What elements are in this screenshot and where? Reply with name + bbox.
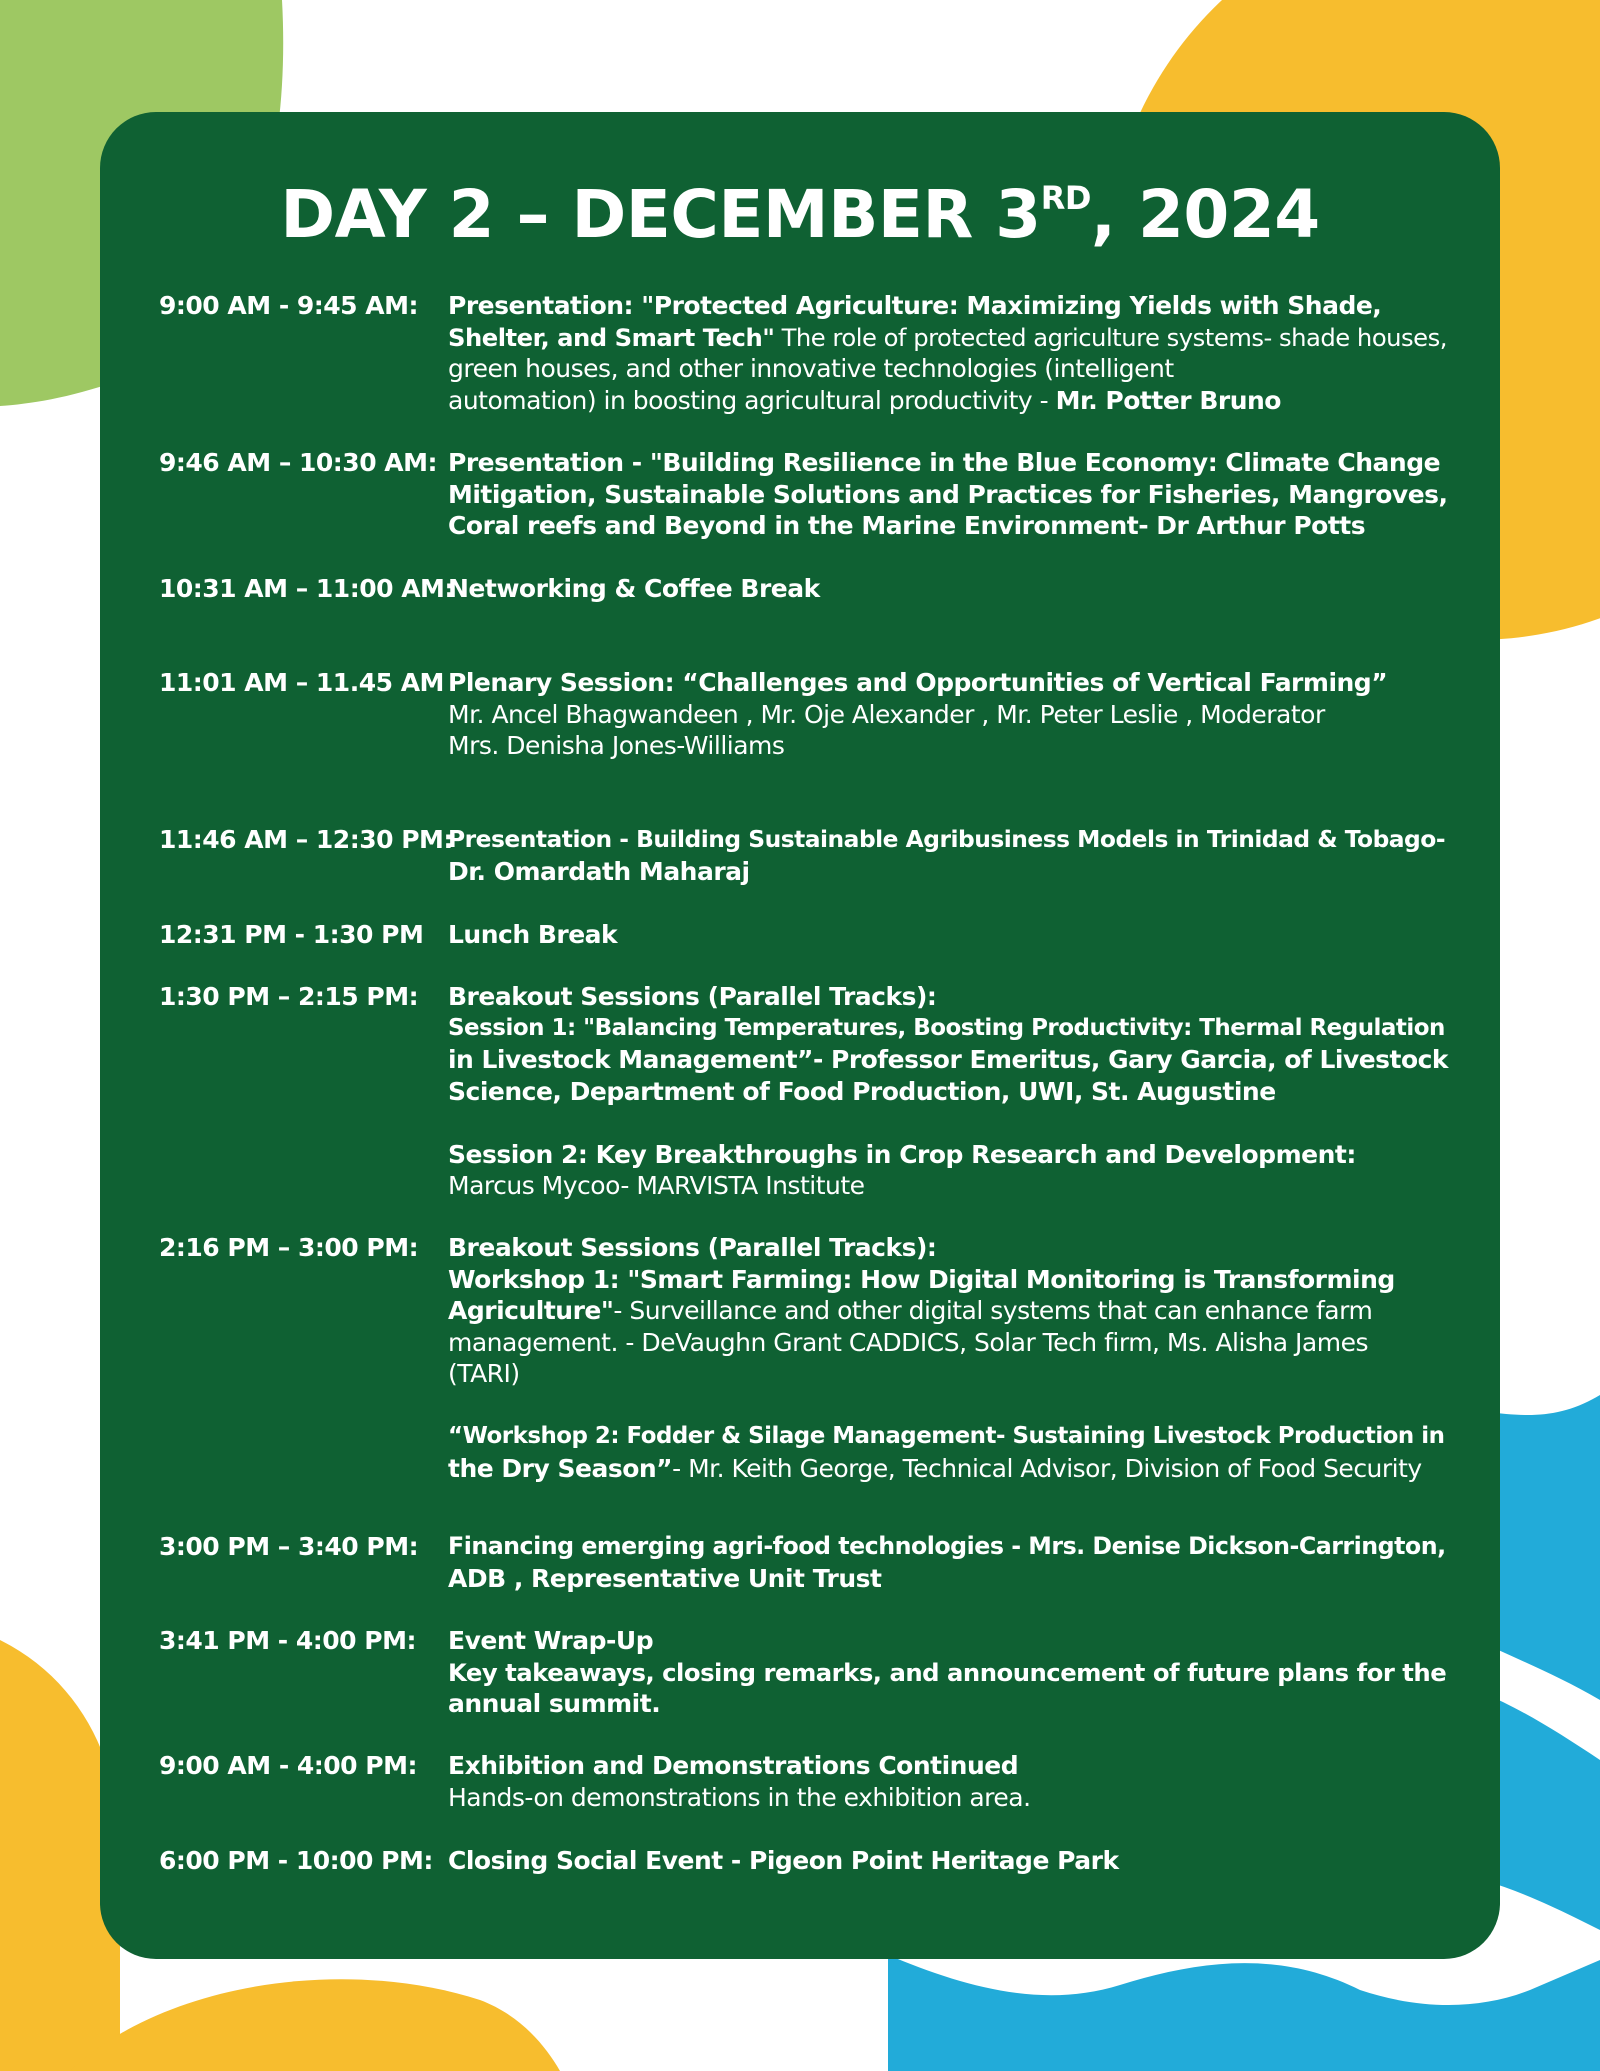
session-details (448, 447, 1448, 542)
speaker-name: Marcus Mycoo- MARVISTA Institute (448, 1171, 865, 1200)
session-title: Session 1: "Balancing Temperatures, Boosting Productivity: Thermal Regulation (448, 1014, 1445, 1041)
session-title: Plenary Session: “Challenges and Opportunities of Vertical Farming” (448, 668, 1388, 697)
session-details (448, 1625, 1448, 1720)
title-text: DAY 2 – DECEMBER 3 (280, 176, 1041, 253)
session-details (448, 1750, 1448, 1813)
speaker-names: Mrs. Denisha Jones-Williams (448, 731, 785, 760)
session-description: management. - DeVaughn Grant CADDICS, Solar Tech firm, Ms. Alisha James (448, 1327, 1369, 1357)
session-title: annual summit. (448, 1689, 661, 1718)
speaker-name: Mr. Potter Bruno (1055, 385, 1281, 415)
time-slot: 9:00 AM - 4:00 PM: (159, 1751, 417, 1780)
session-details (448, 667, 1448, 762)
time-slot: 10:31 AM – 11:00 AM: (159, 574, 454, 603)
session-description: The role of protected agriculture systems- shade houses, (774, 322, 1447, 352)
session-details (448, 1845, 1448, 1877)
session-title: Mitigation, Sustainable Solutions and Practices for Fisheries, Mangroves, (448, 479, 1448, 509)
session-title: Exhibition and Demonstrations Continued (448, 1751, 1019, 1780)
page-title (100, 176, 1500, 253)
session-title: Shelter, and Smart Tech" (448, 322, 775, 352)
session-title: Presentation - Building Sustainable Agribusiness Models in Trinidad & Tobago- (448, 825, 1446, 853)
session-title: Breakout Sessions (Parallel Tracks): (448, 1233, 937, 1262)
time-slot: 2:16 PM – 3:00 PM: (159, 1233, 419, 1262)
session-details (448, 290, 1448, 416)
session-details (448, 919, 1448, 951)
time-slot: 1:30 PM – 2:15 PM: (159, 982, 419, 1011)
time-slot: 11:46 AM – 12:30 PM: (159, 825, 453, 854)
session-title: “Workshop 2: Fodder & Silage Management- Sustaining Livestock Production in (448, 1423, 1445, 1449)
time-slot: 3:00 PM – 3:40 PM: (159, 1532, 419, 1561)
blue-wave-bottom (888, 1955, 1600, 2071)
session-title: Agriculture" (448, 1296, 614, 1325)
schedule-card (100, 112, 1500, 1959)
session-title: Coral reefs and Beyond in the Marine Environment- Dr Arthur Potts (448, 511, 1366, 540)
session-title: Event Wrap-Up (448, 1626, 654, 1655)
yellow-blob-bottom (70, 1979, 560, 2071)
session-details (448, 1531, 1448, 1594)
time-slot: 3:41 PM - 4:00 PM: (159, 1626, 416, 1655)
session-title: Presentation: "Protected Agriculture: Maximizing Yields with Shade, (448, 291, 1382, 320)
session-description: - Mr. Keith George, Technical Advisor, Division of Food Security (672, 1453, 1422, 1483)
session-description: Hands-on demonstrations in the exhibition area. (448, 1782, 1031, 1812)
session-title: Workshop 1: "Smart Farming: How Digital Monitoring is Transforming (448, 1264, 1395, 1294)
session-description: automation) in boosting agricultural productivity - (448, 385, 1056, 415)
session-title: Financing emerging agri-food technologies - Mrs. Denise Dickson-Carrington, (448, 1532, 1446, 1560)
session-title: Presentation - "Building Resilience in the Blue Economy: Climate Change (448, 448, 1441, 477)
session-title: in Livestock Management”- Professor Emeritus, Gary Garcia, of Livestock (448, 1045, 1449, 1074)
session-details (448, 573, 1448, 605)
session-title: the Dry Season” (448, 1453, 673, 1483)
session-description: (TARI) (448, 1359, 520, 1388)
speaker-names: Mr. Ancel Bhagwandeen , Mr. Oje Alexander , Mr. Peter Leslie , Moderator (448, 699, 1325, 729)
session-title: Session 2: Key Breakthroughs in Crop Research and Development: (448, 1139, 1356, 1169)
title-year: , 2024 (1090, 176, 1320, 253)
session-title: Key takeaways, closing remarks, and announcement of future plans for the (448, 1657, 1447, 1687)
session-title: Science, Department of Food Production, UWI, St. Augustine (448, 1076, 1276, 1106)
speaker-name: Dr. Omardath Maharaj (448, 856, 750, 886)
session-title: ADB , Representative Unit Trust (448, 1563, 882, 1593)
session-description: green houses, and other innovative technologies (intelligent (448, 354, 1174, 383)
time-slot: 9:46 AM – 10:30 AM: (159, 448, 438, 477)
session-details (448, 1232, 1448, 1484)
time-slot: 9:00 AM - 9:45 AM: (159, 291, 419, 320)
time-slot: 12:31 PM - 1:30 PM (159, 920, 424, 949)
session-title: Breakout Sessions (Parallel Tracks): (448, 982, 937, 1011)
title-ordinal-suffix: RD (1040, 179, 1091, 217)
session-title: Networking & Coffee Break (448, 574, 820, 603)
time-slot: 6:00 PM - 10:00 PM: (159, 1846, 433, 1875)
session-description: - Surveillance and other digital systems that can enhance farm (613, 1296, 1373, 1325)
session-details (448, 824, 1448, 887)
session-title: Closing Social Event - Pigeon Point Heritage Park (448, 1846, 1119, 1875)
session-details (448, 981, 1448, 1202)
session-title: Lunch Break (448, 920, 618, 949)
time-slot: 11:01 AM – 11.45 AM (159, 668, 444, 697)
